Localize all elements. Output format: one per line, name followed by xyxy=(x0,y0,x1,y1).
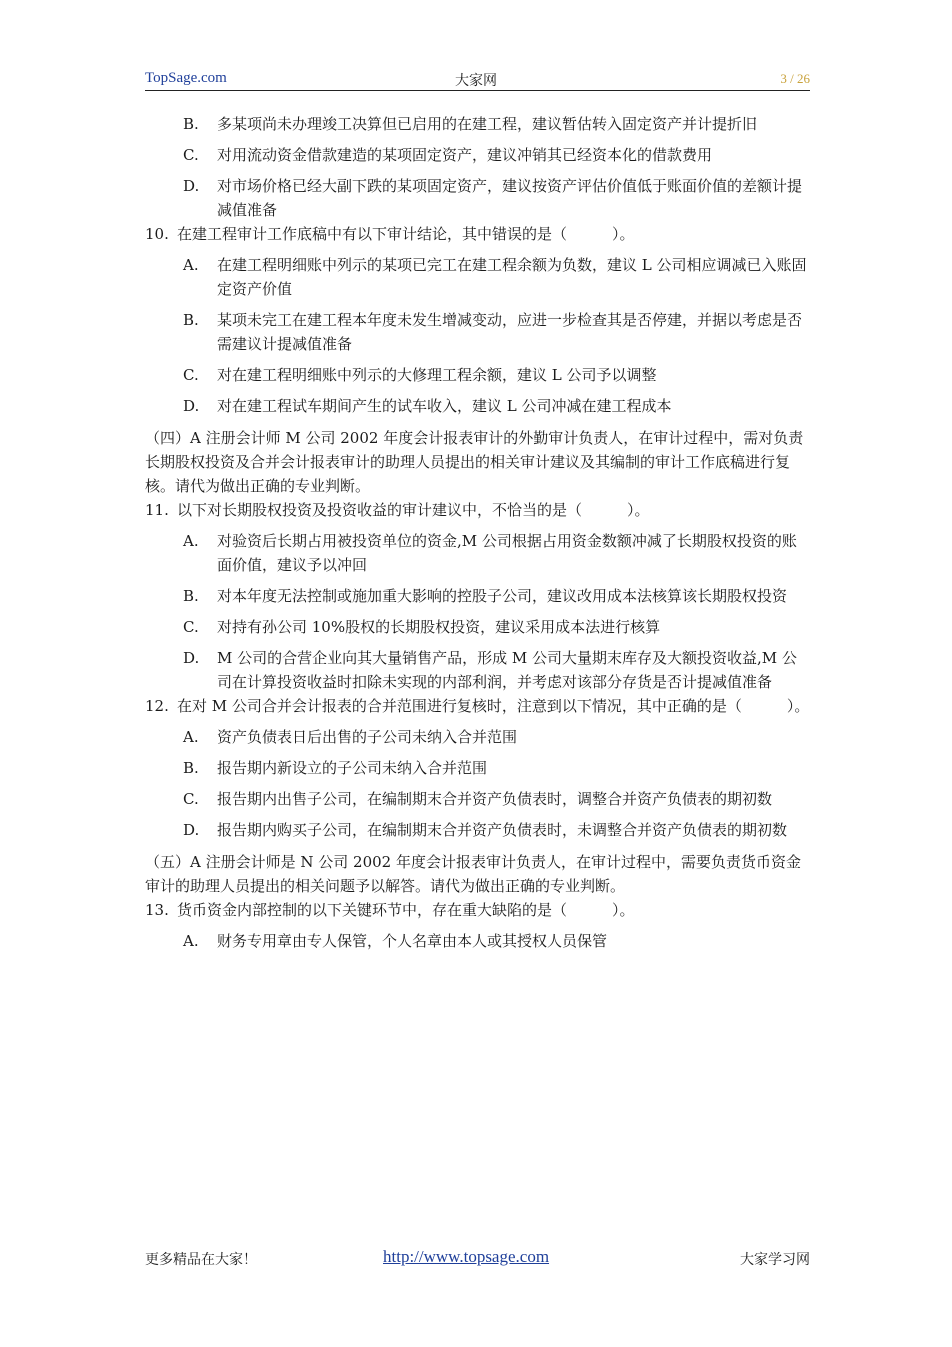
option-letter: C. xyxy=(183,146,199,164)
question-9-continued xyxy=(145,112,810,222)
q11-option-d xyxy=(145,646,810,694)
q9-option-b xyxy=(145,112,810,136)
option-text: 对本年度无法控制或施加重大影响的控股子公司，建议改用成本法核算该长期股权投资 xyxy=(217,587,788,605)
option-text: 报告期内新设立的子公司未纳入合并范围 xyxy=(217,759,488,777)
option-letter: D. xyxy=(183,397,200,415)
option-text: 某项未完工在建工程本年度未发生增减变动，应进一步检查其是否停建，并据以考虑是否需建议计提减值准备 xyxy=(217,311,803,353)
q10-option-a xyxy=(145,253,810,301)
section-5-intro: （五）A 注册会计师是 N 公司 2002 年度会计报表审计负责人，在审计过程中，需要负责货币资金审计的助理人员提出的相关问题予以解答。请代为做出正确的专业判断。 xyxy=(145,853,801,895)
question-number: 11. xyxy=(145,501,169,519)
q10-option-c xyxy=(145,363,810,387)
q12-option-a xyxy=(145,725,810,749)
question-11 xyxy=(145,498,810,694)
document-body xyxy=(145,112,810,953)
question-text: 在建工程审计工作底稿中有以下审计结论，其中错误的是（ ）。 xyxy=(177,225,635,243)
question-text: 货币资金内部控制的以下关键环节中，存在重大缺陷的是（ ）。 xyxy=(177,901,635,919)
option-text: 对市场价格已经大副下跌的某项固定资产，建议按资产评估价值低于账面价值的差额计提减值准备 xyxy=(217,177,803,219)
q13-option-a xyxy=(145,929,810,953)
option-text: 对在建工程试车期间产生的试车收入，建议 L 公司冲减在建工程成本 xyxy=(217,397,672,415)
option-letter: A. xyxy=(183,932,199,950)
option-letter: C. xyxy=(183,618,199,636)
header-site-name: 大家网 xyxy=(455,73,497,89)
question-title xyxy=(145,222,810,246)
section-4-intro: （四）A 注册会计师 M 公司 2002 年度会计报表审计的外勤审计负责人，在审计过程中，需对负责长期股权投资及合并会计报表审计的助理人员提出的相关审计建议及其编制的审计工作底稿进行复核。请代为做出正确的专业判断。 xyxy=(145,429,804,495)
question-title xyxy=(145,498,810,522)
question-title xyxy=(145,694,810,718)
option-letter: A. xyxy=(183,256,199,274)
page-number: 3 / 26 xyxy=(780,71,810,86)
page-footer xyxy=(145,1247,810,1271)
q12-option-c xyxy=(145,787,810,811)
option-letter: C. xyxy=(183,366,199,384)
question-number: 12. xyxy=(145,697,169,715)
q9-option-c xyxy=(145,143,810,167)
q11-option-b xyxy=(145,584,810,608)
option-text: 对用流动资金借款建造的某项固定资产，建议冲销其已经资本化的借款费用 xyxy=(217,146,713,164)
option-letter: C. xyxy=(183,790,199,808)
option-text: 对在建工程明细账中列示的大修理工程余额，建议 L 公司予以调整 xyxy=(217,366,657,384)
option-text: 在建工程明细账中列示的某项已完工在建工程余额为负数，建议 L 公司相应调减已入账固定资产价值 xyxy=(217,256,807,298)
q10-option-d xyxy=(145,394,810,418)
q12-option-d xyxy=(145,818,810,842)
question-10 xyxy=(145,222,810,418)
option-text: M 公司的合营企业向其大量销售产品，形成 M 公司大量期末库存及大额投资收益,M 公司在计算投资收益时扣除未实现的内部利润，并考虑对该部分存货是否计提减值准备 xyxy=(217,649,797,691)
option-letter: A. xyxy=(183,728,199,746)
question-text: 以下对长期股权投资及投资收益的审计建议中，不恰当的是（ ）。 xyxy=(177,501,650,519)
option-text: 报告期内购买子公司，在编制期末合并资产负债表时，未调整合并资产负债表的期初数 xyxy=(217,821,788,839)
option-text: 多某项尚未办理竣工决算但已启用的在建工程，建议暂估转入固定资产并计提折旧 xyxy=(217,115,758,133)
q10-option-b xyxy=(145,308,810,356)
option-text: 对持有孙公司 10%股权的长期股权投资，建议采用成本法进行核算 xyxy=(217,618,661,636)
option-letter: A. xyxy=(183,532,199,550)
question-title xyxy=(145,898,810,922)
option-letter: B. xyxy=(183,587,199,605)
q9-option-d xyxy=(145,174,810,222)
option-text: 资产负债表日后出售的子公司未纳入合并范围 xyxy=(217,728,518,746)
q11-option-c xyxy=(145,615,810,639)
option-letter: B. xyxy=(183,759,199,777)
option-text: 财务专用章由专人保管，个人名章由本人或其授权人员保管 xyxy=(217,932,608,950)
question-number: 10. xyxy=(145,225,169,243)
footer-slogan: 更多精品在大家！ xyxy=(145,1252,257,1268)
question-13 xyxy=(145,898,810,953)
question-text: 在对 M 公司合并会计报表的合并范围进行复核时，注意到以下情况，其中正确的是（ ）。 xyxy=(177,697,810,715)
page-header xyxy=(145,68,810,91)
option-text: 对验资后长期占用被投资单位的资金,M 公司根据占用资金数额冲减了长期股权投资的账面价值，建议予以冲回 xyxy=(217,532,797,574)
q12-option-b xyxy=(145,756,810,780)
option-letter: D. xyxy=(183,821,200,839)
header-brand-link[interactable]: TopSage.com xyxy=(145,70,227,86)
question-12 xyxy=(145,694,810,842)
option-letter: D. xyxy=(183,649,200,667)
footer-website-link[interactable]: http://www.topsage.com xyxy=(383,1247,550,1266)
question-number: 13. xyxy=(145,901,169,919)
option-text: 报告期内出售子公司，在编制期末合并资产负债表时，调整合并资产负债表的期初数 xyxy=(217,790,773,808)
footer-site-name: 大家学习网 xyxy=(740,1252,810,1268)
q11-option-a xyxy=(145,529,810,577)
option-letter: D. xyxy=(183,177,200,195)
option-letter: B. xyxy=(183,311,199,329)
option-letter: B. xyxy=(183,115,199,133)
